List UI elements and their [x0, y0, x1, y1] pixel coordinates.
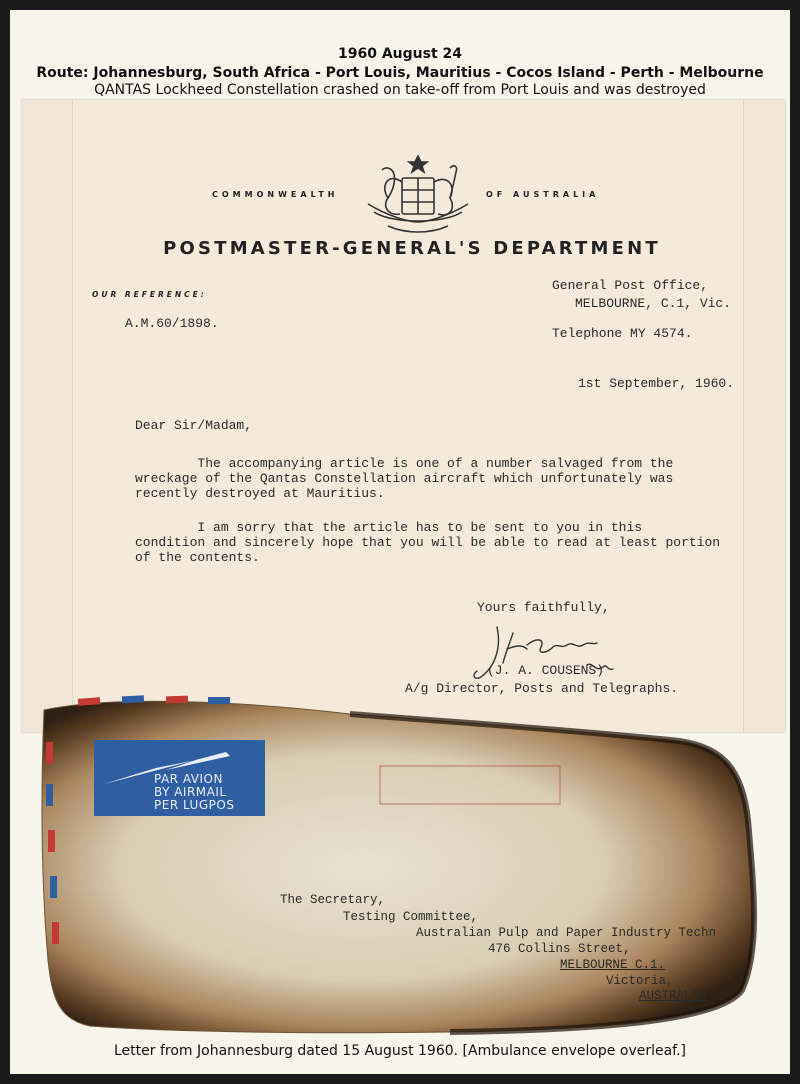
airmail-label-line1: PAR AVION [154, 772, 223, 786]
envelope-address-line7: AUSTRALIA [639, 989, 707, 1003]
letter-paragraph-2: I am sorry that the article has to be sent to you in this condition and sincerely hope that you will be able to read at least portion of the contents. [135, 520, 721, 565]
envelope-address-line6: Victoria, [606, 974, 674, 988]
pmg-letter [22, 100, 785, 732]
burnt-envelope [30, 670, 770, 1040]
airmail-label-line2: BY AIRMAIL [154, 785, 227, 799]
crash-description: QANTAS Lockheed Constellation crashed on take-off from Port Louis and was destroyed [94, 82, 706, 98]
page-caption: Letter from Johannesburg dated 15 August 1960. [Ambulance envelope overleaf.] [114, 1043, 686, 1059]
signatory-name: (J. A. COUSENS) [487, 663, 605, 678]
envelope-address-line5: MELBOURNE C.1. [560, 958, 666, 972]
reference-number: A.M.60/1898. [125, 316, 219, 331]
envelope-address-line4: 476 Collins Street, [488, 942, 631, 956]
page-date-heading: 1960 August 24 [337, 46, 462, 62]
closing: Yours faithfully, [477, 600, 610, 615]
route-heading: Route: Johannesburg, South Africa - Port Louis, Mauritius - Cocos Island - Perth - Melbourne [36, 65, 764, 81]
gpo-address-line2: MELBOURNE, C.1, Vic. [575, 296, 732, 311]
envelope-address-line2: Testing Committee, [343, 910, 479, 924]
album-page [10, 10, 790, 1074]
coat-of-arms-icon [358, 152, 478, 240]
salutation: Dear Sir/Madam, [135, 418, 253, 433]
signatory-title: A/g Director, Posts and Telegraphs. [405, 681, 679, 696]
telephone-number: Telephone MY 4574. [552, 326, 693, 341]
letterhead-commonwealth: COMMONWEALTH [212, 190, 339, 199]
airmail-label-line3: PER LUGPOS [154, 798, 235, 812]
gpo-address-line1: General Post Office, [552, 278, 709, 293]
department-title: POSTMASTER-GENERAL'S DEPARTMENT [163, 238, 661, 259]
letterhead-of-australia: OF AUSTRALIA [486, 190, 600, 199]
envelope-address-line3: Australian Pulp and Paper Industry Techn [416, 926, 717, 940]
letter-paragraph-1: The accompanying article is one of a number salvaged from the wreckage of the Qantas Constellation aircraft which unfortunately was recently destroyed at Mauritius. [135, 456, 674, 501]
airmail-label [94, 740, 265, 816]
our-reference-label: OUR REFERENCE: [92, 290, 207, 299]
envelope-address-line1: The Secretary, [280, 893, 386, 907]
letter-date: 1st September, 1960. [578, 376, 735, 391]
